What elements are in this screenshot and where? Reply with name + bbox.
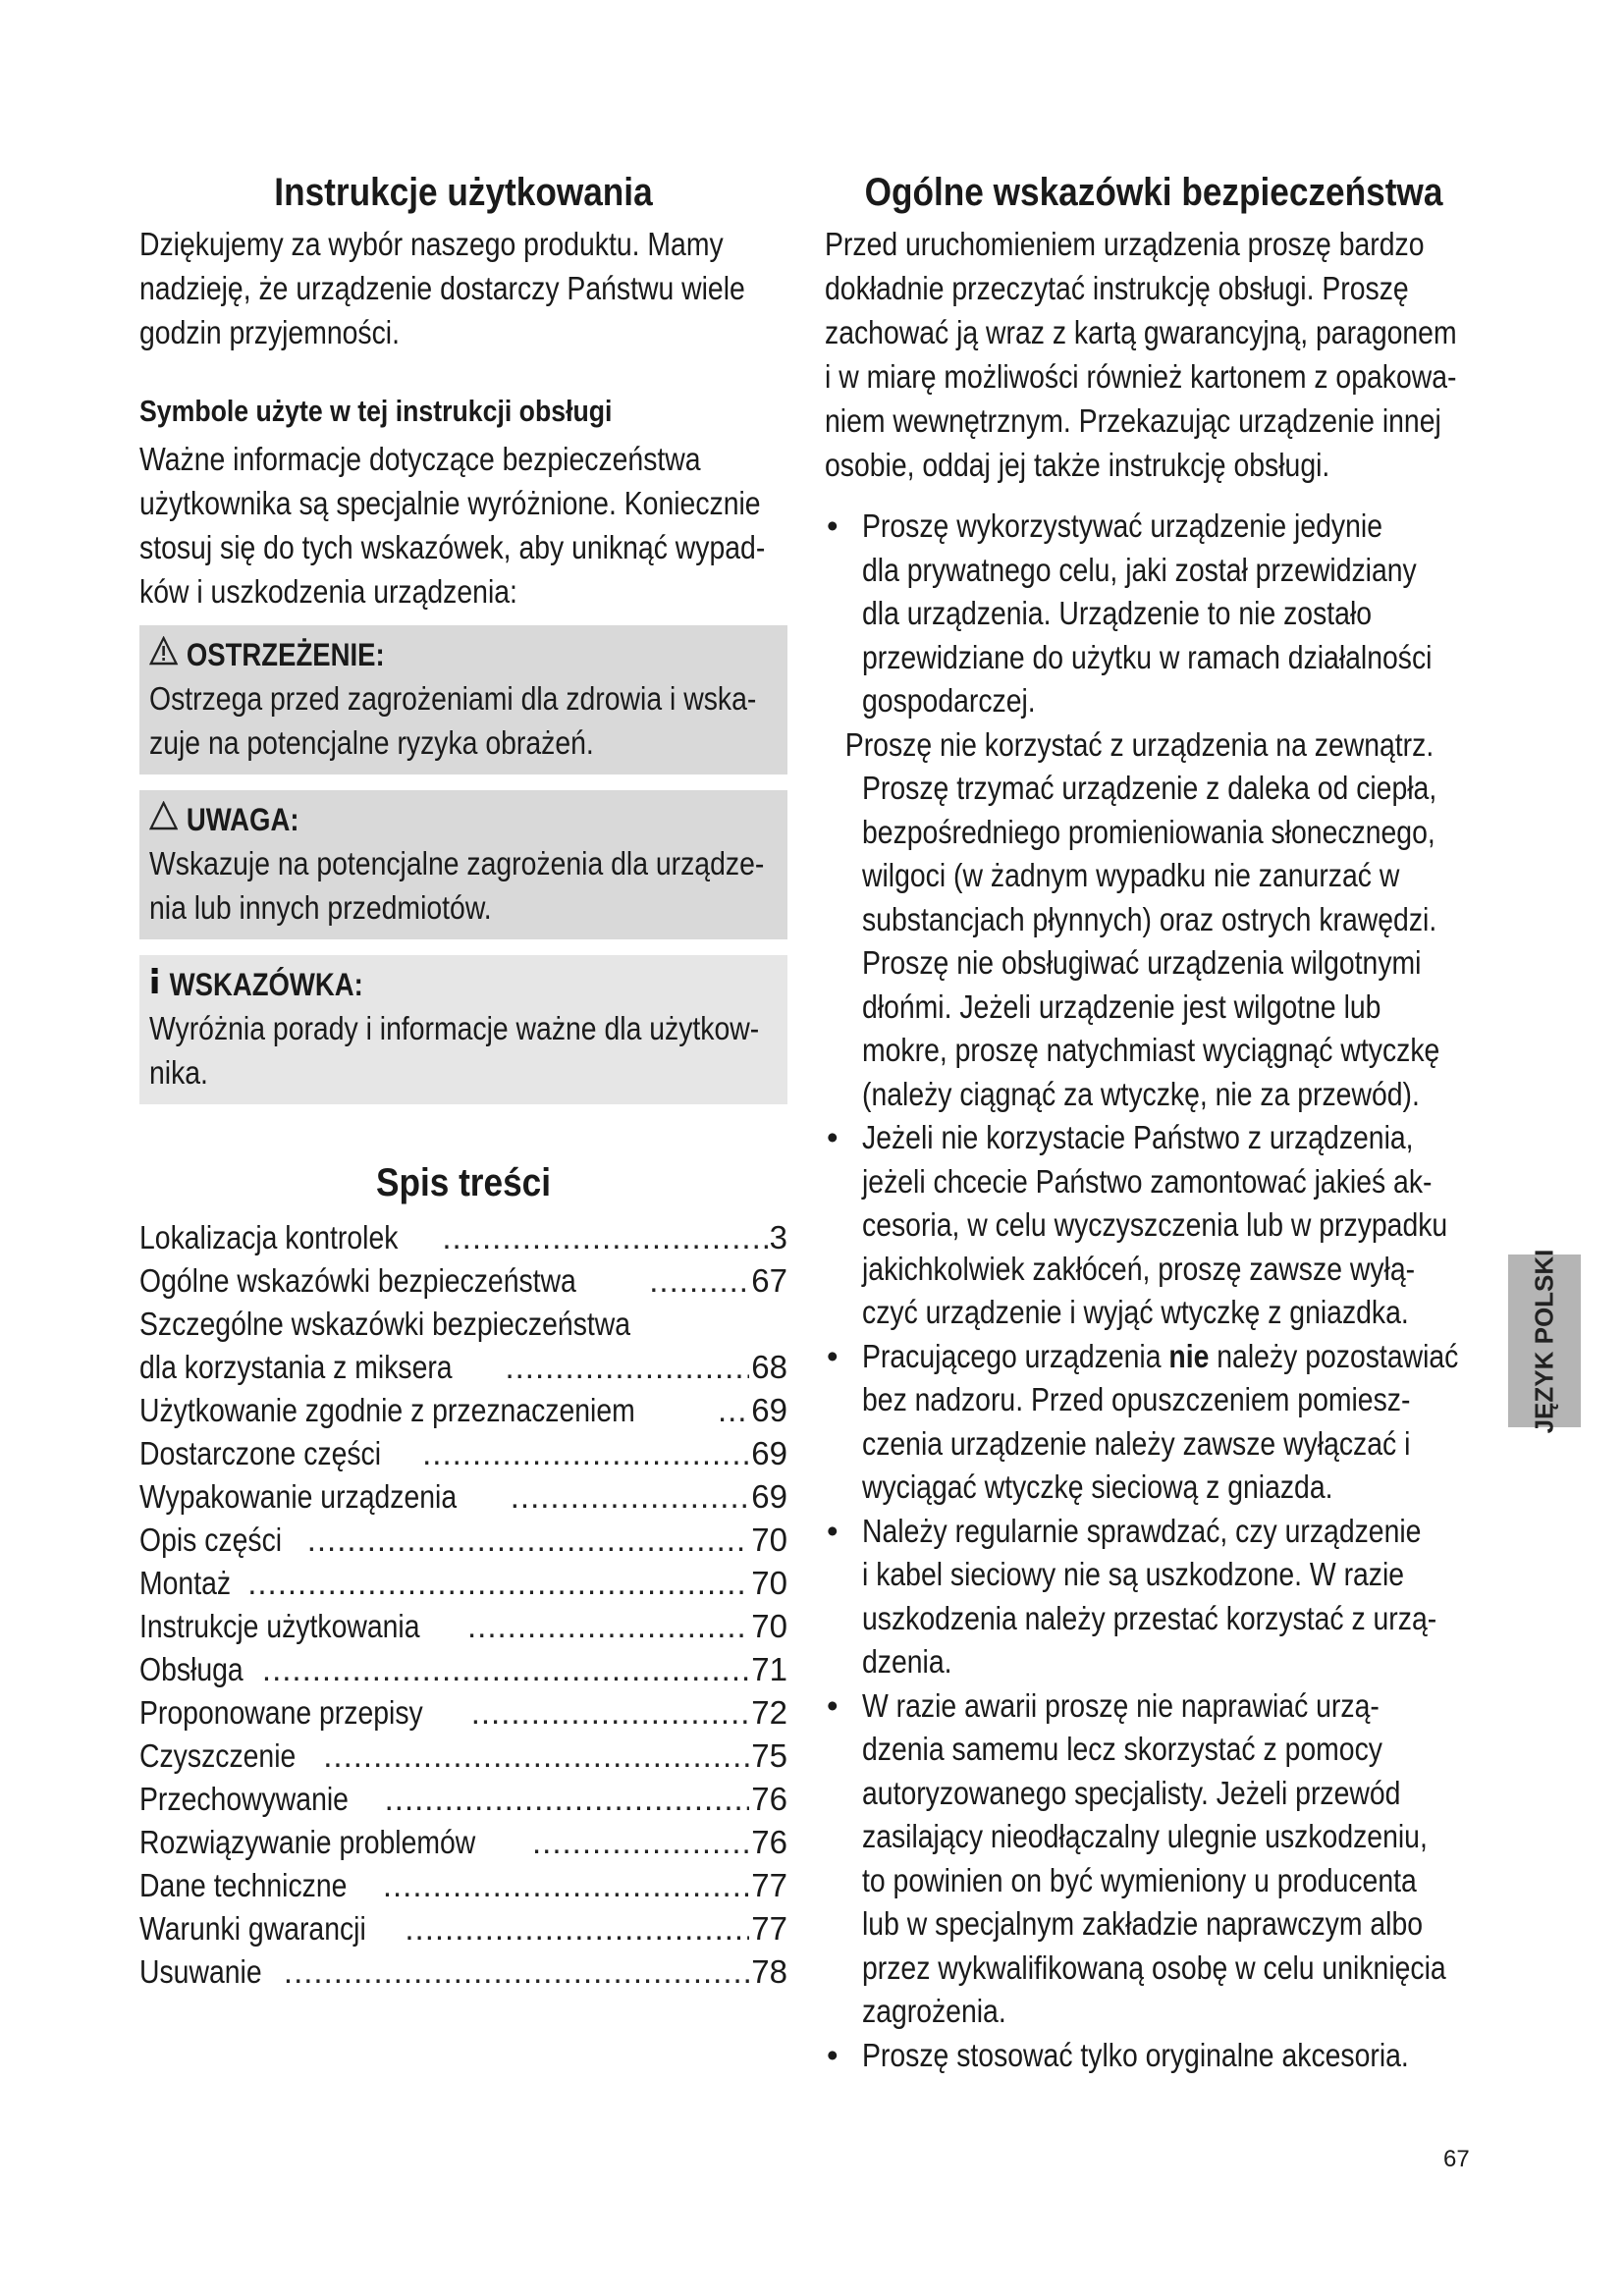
- bullet-line: Pracującego urządzenia nie należy pozostawiać: [862, 1337, 1459, 1374]
- toc-page-number: 68: [751, 1349, 787, 1385]
- toc-entry-title: Montaż: [139, 1565, 232, 1601]
- bullet-line: gospodarczej.: [862, 682, 1036, 719]
- safety-bullet: [825, 1684, 1483, 2034]
- toc-page-number: 76: [751, 1824, 787, 1860]
- bullet-marker: •: [827, 1337, 839, 1374]
- warning-triangle-icon: [149, 633, 178, 676]
- symbols-paragraph: [139, 437, 787, 614]
- toc-leader-dots: [385, 1778, 750, 1821]
- toc-entry: [139, 1519, 787, 1562]
- toc-entry-title: Usuwanie: [139, 1953, 262, 1990]
- toc-entry-title: Ogólne wskazówki bezpieczeństwa: [139, 1262, 576, 1299]
- toc-page-number: 69: [751, 1435, 787, 1471]
- toc-leader-dots: [505, 1346, 749, 1389]
- toc-page-number: 71: [751, 1651, 787, 1687]
- caution-box: [139, 790, 787, 939]
- warning-title: OSTRZEŻENIE:: [186, 637, 385, 672]
- toc-leader-dots: [405, 1907, 749, 1950]
- toc-leader-dots: [467, 1605, 749, 1648]
- caution-text: Wskazuje na potencjalne zagrożenia dla urządze-: [149, 845, 765, 881]
- safety-intro-line: zachować ją wraz z kartą gwarancyjną, paragonem: [825, 314, 1457, 350]
- toc-entry-title: Czyszczenie: [139, 1737, 297, 1774]
- toc-leader-dots: [307, 1519, 750, 1562]
- toc-entry-title: Szczególne wskazówki bezpieczeństwa: [139, 1306, 631, 1342]
- toc-page-number: 70: [751, 1522, 787, 1558]
- toc-entry-title: Dostarczone części: [139, 1435, 382, 1471]
- bullet-line: autoryzowanego specjalisty. Jeżeli przewód: [862, 1774, 1401, 1811]
- safety-title: Ogólne wskazówki bezpieczeństwa: [864, 171, 1443, 214]
- toc-entry: [139, 1864, 787, 1907]
- bullet-line: lub w specjalnym zakładzie naprawczym albo: [862, 1905, 1424, 1942]
- safety-bullet: [825, 2034, 1483, 2078]
- caution-triangle-icon: [149, 798, 178, 841]
- warning-text: zuje na potencjalne ryzyka obrażeń.: [149, 724, 594, 761]
- bullet-line: Proszę nie korzystać z urządzenia na zewnątrz.: [844, 725, 1435, 763]
- bullet-marker: •: [827, 1119, 839, 1155]
- bullet-line: mokre, proszę natychmiast wyciągnąć wtyczkę: [862, 1032, 1440, 1068]
- bullet-marker: •: [827, 2036, 839, 2073]
- toc-entry: [139, 1648, 787, 1691]
- safety-bullet: [825, 723, 1483, 1117]
- safety-bullet: [825, 505, 1483, 723]
- toc-leader-dots: [383, 1864, 749, 1907]
- info-icon: [149, 963, 161, 1006]
- toc-leader-dots: [323, 1735, 749, 1778]
- bullet-line: wilgoci (w żadnym wypadku nie zanurzać w: [862, 857, 1400, 893]
- bullet-line: Proszę trzymać urządzenie z daleka od ciepła,: [862, 770, 1437, 806]
- toc-leader-dots: [284, 1950, 749, 1994]
- caution-title: UWAGA:: [186, 802, 299, 837]
- bullet-line: jeżeli chcecie Państwo zamontować jakieś ak-: [862, 1162, 1433, 1200]
- toc-entry: [139, 1821, 787, 1864]
- toc-entry: [139, 1950, 787, 1994]
- toc-entry: [139, 1907, 787, 1950]
- toc-page-number: 70: [751, 1608, 787, 1644]
- safety-bullet-list: [825, 505, 1483, 2077]
- bullet-line: przez wykwalifikowaną osobę w celu uniknięcia: [862, 1949, 1446, 1986]
- warning-text: Ostrzega przed zagrożeniami dla zdrowia i wska-: [149, 680, 757, 717]
- toc-entry-title: Proponowane przepisy: [139, 1694, 423, 1731]
- bullet-marker: •: [827, 1512, 839, 1549]
- bullet-line: Proszę wykorzystywać urządzenie jedynie: [862, 507, 1382, 544]
- note-text: Wyróżnia porady i informacje ważne dla użytkow-: [149, 1010, 760, 1046]
- toc-entry-title: Dane techniczne: [139, 1867, 348, 1903]
- toc-page-number: 78: [751, 1953, 787, 1990]
- bullet-line: i kabel sieciowy nie są uszkodzone. W razie: [862, 1556, 1405, 1592]
- intro-paragraph: [139, 222, 787, 354]
- toc-entry-title: Opis części: [139, 1522, 283, 1558]
- toc-entry: [139, 1389, 787, 1432]
- bullet-marker: •: [827, 507, 839, 544]
- safety-intro-line: niem wewnętrznym. Przekazując urządzenie innej: [825, 402, 1441, 439]
- symbols-line: stosuj się do tych wskazówek, aby uniknąć wypad-: [139, 529, 766, 565]
- bullet-line: zasilający nieodłączalny ulegnie uszkodzeniu,: [862, 1818, 1428, 1854]
- bullet-line: uszkodzenia należy przestać korzystać z urzą-: [862, 1599, 1437, 1636]
- safety-bullet: [825, 1116, 1483, 1335]
- bullet-line: substancjach płynnych) oraz ostrych krawędzi.: [862, 900, 1437, 937]
- toc-entry: [139, 1475, 787, 1519]
- right-column: [825, 165, 1483, 2077]
- bullet-line: czenia urządzenie należy zawsze wyłączać i: [862, 1424, 1411, 1462]
- symbols-heading: Symbole użyte w tej instrukcji obsługi: [139, 394, 613, 428]
- toc-entry: [139, 1691, 787, 1735]
- bullet-line: bezpośredniego promieniowania słonecznego,: [862, 813, 1435, 850]
- toc-leader-dots: [649, 1259, 749, 1303]
- toc-entry-title: Warunki gwarancji: [139, 1910, 366, 1947]
- toc-entry: [139, 1259, 787, 1303]
- toc-page-number: 72: [751, 1694, 787, 1731]
- toc-page-number: 76: [751, 1781, 787, 1817]
- toc-page-number: 69: [751, 1478, 787, 1515]
- toc-leader-dots: [422, 1432, 749, 1475]
- caution-text: nia lub innych przedmiotów.: [149, 889, 492, 926]
- intro-line: godzin przyjemności.: [139, 314, 401, 350]
- bullet-line: bez nadzoru. Przed opuszczeniem pomiesz-: [862, 1381, 1411, 1417]
- toc-entry-title: Przechowywanie: [139, 1781, 349, 1817]
- toc-entry-title: Instrukcje użytkowania: [139, 1608, 420, 1644]
- bullet-line: Należy regularnie sprawdzać, czy urządzenie: [862, 1512, 1422, 1549]
- toc-page-number: 67: [751, 1262, 787, 1299]
- language-side-tab: [1508, 1249, 1581, 1433]
- bullet-line: dłońmi. Jeżeli urządzenie jest wilgotne lub: [862, 988, 1381, 1025]
- toc-leader-dots: [718, 1389, 749, 1432]
- warning-box: [139, 625, 787, 774]
- toc-entry-title: Rozwiązywanie problemów: [139, 1824, 476, 1860]
- toc-entry: [139, 1432, 787, 1475]
- bullet-line: przewidziane do użytku w ramach działalności: [862, 638, 1433, 675]
- intro-line: nadzieję, że urządzenie dostarczy Państwu wiele: [139, 270, 745, 306]
- toc-page-number: 77: [751, 1910, 787, 1947]
- toc-entry: [139, 1346, 787, 1389]
- instructions-title: Instrukcje użytkowania: [274, 171, 653, 214]
- bullet-marker: •: [827, 1686, 839, 1724]
- toc-page-number: 70: [751, 1565, 787, 1601]
- safety-intro-line: osobie, oddaj jej także instrukcję obsługi.: [825, 447, 1330, 483]
- safety-intro-line: Przed uruchomieniem urządzenia proszę bardzo: [825, 226, 1425, 262]
- safety-bullet: [825, 1510, 1483, 1684]
- bullet-line: to powinien on być wymieniony u producenta: [862, 1861, 1417, 1898]
- note-title: WSKAZÓWKA:: [169, 967, 363, 1002]
- toc-entry: [139, 1562, 787, 1605]
- bullet-line: czyć urządzenie i wyjąć wtyczkę z gniazdka.: [862, 1294, 1409, 1330]
- bullet-line: wyciągać wtyczkę sieciową z gniazda.: [862, 1468, 1333, 1505]
- note-box: [139, 955, 787, 1104]
- bullet-line: Proszę stosować tylko oryginalne akcesoria.: [862, 2036, 1409, 2073]
- toc-page-number: 3: [769, 1219, 787, 1255]
- toc-entry-title: Lokalizacja kontrolek: [139, 1219, 399, 1255]
- toc-leader-dots: [262, 1648, 749, 1691]
- bullet-line: Proszę nie obsługiwać urządzenia wilgotnymi: [862, 944, 1422, 981]
- toc-page-number: 77: [751, 1867, 787, 1903]
- bullet-line: (należy ciągnąć za wtyczkę, nie za przewód).: [862, 1075, 1420, 1112]
- toc-entry: [139, 1303, 787, 1346]
- safety-bullet: [825, 1335, 1483, 1510]
- bullet-line: dla urządzenia. Urządzenie to nie zostało: [862, 595, 1373, 631]
- toc-entry-title: dla korzystania z miksera: [139, 1349, 453, 1385]
- toc-entry-title: Obsługa: [139, 1651, 244, 1687]
- bullet-line: zagrożenia.: [862, 1993, 1006, 2029]
- bullet-line: Jeżeli nie korzystacie Państwo z urządzenia,: [862, 1119, 1414, 1155]
- toc-entry: [139, 1216, 787, 1259]
- toc-page-number: 69: [751, 1392, 787, 1428]
- safety-intro-line: dokładnie przeczytać instrukcję obsługi. Proszę: [825, 270, 1409, 306]
- toc-leader-dots: [511, 1475, 750, 1519]
- bullet-line: dla prywatnego celu, jaki został przewidziany: [862, 551, 1417, 588]
- bullet-line: jakichkolwiek zakłóceń, proszę zawsze wyłą-: [862, 1250, 1416, 1287]
- symbols-line: użytkownika są specjalnie wyróżnione. Koniecznie: [139, 485, 761, 521]
- bullet-line: cesoria, w celu wyczyszczenia lub w przypadku: [862, 1206, 1448, 1243]
- bullet-line: W razie awarii proszę nie naprawiać urzą-: [862, 1686, 1380, 1724]
- intro-line: Dziękujemy za wybór naszego produktu. Mamy: [139, 226, 724, 262]
- language-label: JĘZYK POLSKI: [1529, 1249, 1559, 1433]
- table-of-contents: [139, 1216, 787, 1994]
- toc-entry: [139, 1735, 787, 1778]
- symbols-line: Ważne informacje dotyczące bezpieczeństwa: [139, 441, 701, 477]
- toc-title: Spis treści: [375, 1161, 552, 1204]
- symbols-line: ków i uszkodzenia urządzenia:: [139, 573, 517, 610]
- toc-entry-title: Wypakowanie urządzenia: [139, 1478, 458, 1515]
- toc-leader-dots: [471, 1691, 750, 1735]
- page-number: 67: [1443, 2146, 1470, 2172]
- safety-intro-line: i w miarę możliwości również kartonem z opakowa-: [825, 358, 1457, 395]
- bullet-line: dzenia.: [862, 1643, 952, 1680]
- toc-leader-dots: [532, 1821, 749, 1864]
- left-column: [139, 165, 787, 1994]
- toc-leader-dots: [247, 1562, 749, 1605]
- note-text: nika.: [149, 1054, 208, 1091]
- bullet-line: dzenia samemu lecz skorzystać z pomocy: [862, 1731, 1382, 1767]
- toc-entry-title: Użytkowanie zgodnie z przeznaczeniem: [139, 1392, 635, 1428]
- toc-leader-dots: [442, 1216, 767, 1259]
- toc-entry: [139, 1778, 787, 1821]
- toc-page-number: 75: [751, 1737, 787, 1774]
- toc-entry: [139, 1605, 787, 1648]
- safety-intro: [825, 222, 1483, 487]
